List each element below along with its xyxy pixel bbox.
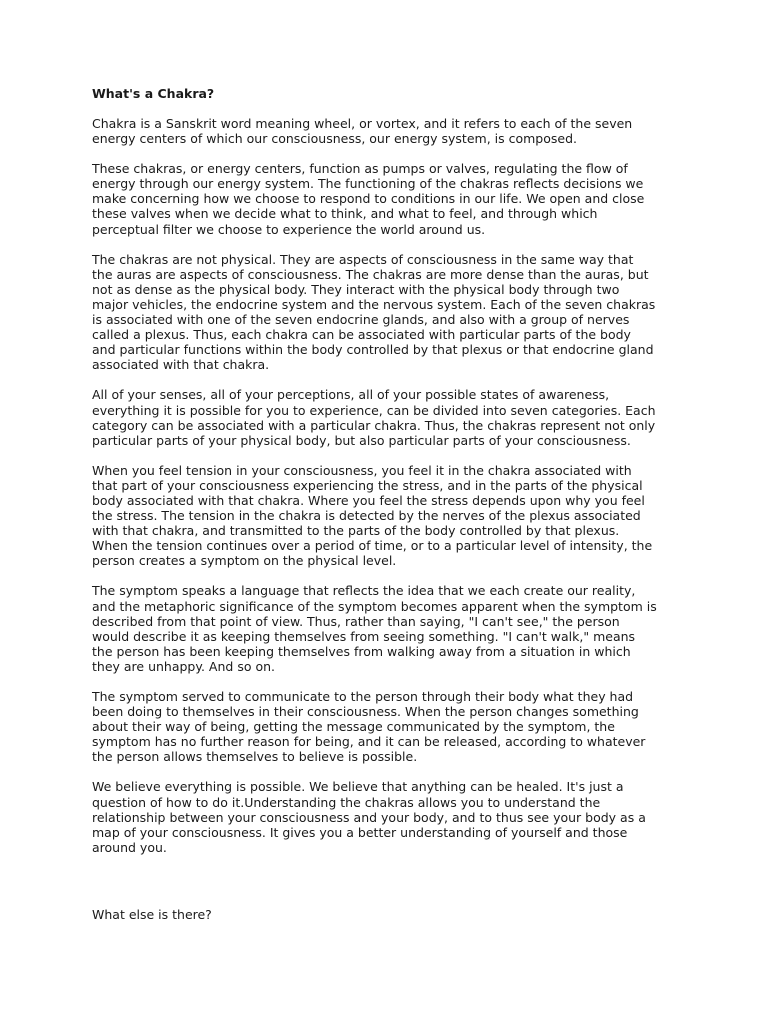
closing-question: What else is there? <box>92 906 212 922</box>
paragraph-not-physical: The chakras are not physical. They are aspects of consciousness in the same way that the auras are aspects of consciousness. The chakras are more dense than the auras, but not as dense as the physical body. They interact with the physical body through two major vehicles, the endocrine system and the nervous system. Each of the seven chakras is associated with one of the seven endocrine glands, and also with a group of nerves called a plexus. Thus, each chakra can be associated with particular parts of the body and particular functions within the body controlled by that plexus or that endocrine gland associated with that chakra. <box>92 251 656 373</box>
paragraph-belief: We believe everything is possible. We believe that anything can be healed. It's just a question of how to do it.Understanding the chakras allows you to understand the relationship between your consciousness and your body, and to thus see your body as a map of your consciousness. It gives you a better understanding of yourself and those around you. <box>92 779 646 855</box>
document-page <box>92 86 682 937</box>
paragraph-senses: All of your senses, all of your perceptions, all of your possible states of awareness, everything it is possible for you to experience, can be divided into seven categories. Each category can be associated with a particular chakra. Thus, the chakras represent not only particular parts of your physical body, but also particular parts of your consciousness. <box>92 387 656 448</box>
paragraph-tension: When you feel tension in your consciousness, you feel it in the chakra associated with that part of your consciousness experiencing the stress, and in the parts of the physical body associated with that chakra. Where you feel the stress depends upon why you feel the stress. The tension in the chakra is detected by the nerves of the plexus associated with that chakra, and transmitted to the parts of the body controlled by that plexus. When the tension continues over a period of time, or to a particular level of intensity, the person creates a symptom on the physical level. <box>92 462 653 569</box>
paragraph-symptom-served: The symptom served to communicate to the person through their body what they had been doing to themselves in their consciousness. When the person changes something about their way of being, getting the message communicated by the symptom, the symptom has no further reason for being, and it can be released, according to whatever the person allows themselves to believe is possible. <box>92 689 646 765</box>
paragraph-definition: Chakra is a Sanskrit word meaning wheel, or vortex, and it refers to each of the seven energy centers of which our consciousness, our energy system, is composed. <box>92 116 633 147</box>
paragraph-symptom-language: The symptom speaks a language that reflects the idea that we each create our reality, and the metaphoric significance of the symptom becomes apparent when the symptom is described from that point of view. Thus, rather than saying, "I can't see," the person would describe it as keeping themselves from seeing something. "I can't walk," means the person has been keeping themselves from walking away from a situation in which they are unhappy. And so on. <box>92 583 657 674</box>
paragraph-function: These chakras, or energy centers, function as pumps or valves, regulating the flow of energy through our energy system. The functioning of the chakras reflects decisions we make concerning how we choose to respond to conditions in our life. We open and close these valves when we decide what to think, and what to feel, and through which perceptual filter we choose to experience the world around us. <box>92 161 645 237</box>
document-title: What's a Chakra? <box>92 86 215 101</box>
